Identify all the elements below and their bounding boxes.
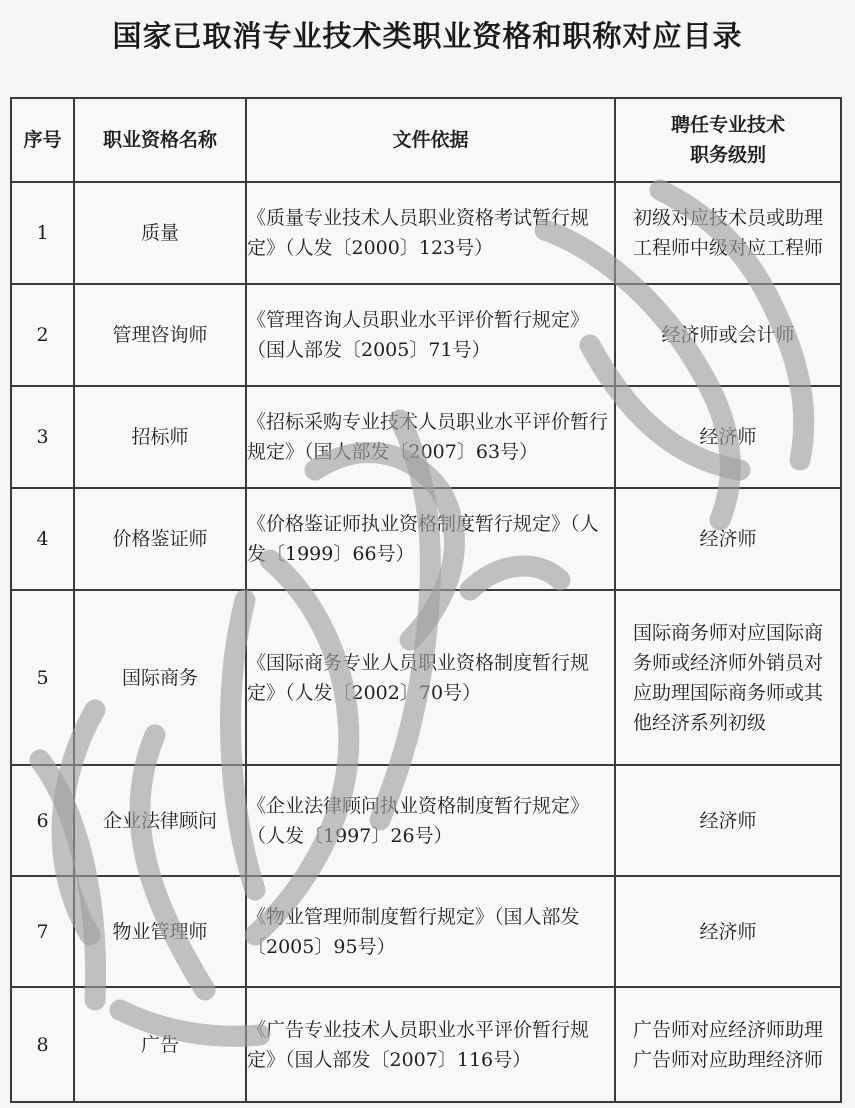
- row-name: 价格鉴证师: [74, 488, 246, 590]
- table-row: [11, 386, 841, 488]
- row-level-text: 广告师对应经济师助理广告师对应助理经济师: [633, 1018, 824, 1071]
- row-doc: 《国际商务专业人员职业资格制度暂行规定》（人发〔2002〕70号）: [246, 590, 615, 765]
- row-level-text: 经济师或会计师: [661, 324, 795, 346]
- row-doc: 《价格鉴证师执业资格制度暂行规定》（人发〔1999〕66号）: [246, 488, 615, 590]
- row-doc: 《管理咨询人员职业水平评价暂行规定》（国人部发〔2005〕71号）: [246, 284, 615, 386]
- row-name: 质量: [74, 182, 246, 284]
- row-no: 2: [11, 284, 74, 386]
- row-name: 物业管理师: [74, 876, 246, 987]
- row-level-text: 初级对应技术员或助理工程师中级对应工程师: [633, 207, 824, 259]
- header-no: 序号: [11, 98, 74, 182]
- table-row: [11, 765, 841, 876]
- row-name: 广告: [74, 987, 246, 1102]
- row-level-text: 经济师: [699, 528, 757, 550]
- row-no: 8: [11, 987, 74, 1102]
- row-name: 企业法律顾问: [74, 765, 246, 876]
- table-row: [11, 876, 841, 987]
- row-level: [615, 765, 841, 876]
- row-doc: 《广告专业技术人员职业水平评价暂行规定》（国人部发〔2007〕116号）: [246, 987, 615, 1102]
- row-no: 5: [11, 590, 74, 765]
- row-no: 4: [11, 488, 74, 590]
- row-doc: 《质量专业技术人员职业资格考试暂行规定》（人发〔2000〕123号）: [246, 182, 615, 284]
- table-row: [11, 488, 841, 590]
- row-name: 招标师: [74, 386, 246, 488]
- row-no: 7: [11, 876, 74, 987]
- row-level-text: 国际商务师对应国际商务师或经济师外销员对应助理国际商务师或其他经济系列初级: [633, 621, 824, 734]
- row-level: [615, 987, 841, 1102]
- row-level: [615, 182, 841, 284]
- row-level: [615, 386, 841, 488]
- table-row: [11, 590, 841, 765]
- row-name: 国际商务: [74, 590, 246, 765]
- row-level-text: 经济师: [699, 426, 757, 448]
- row-level: [615, 590, 841, 765]
- header-level-text: 聘任专业技术职务级别: [670, 114, 785, 166]
- table-row: [11, 182, 841, 284]
- table-row: [11, 284, 841, 386]
- row-no: 6: [11, 765, 74, 876]
- row-level-text: 经济师: [699, 809, 757, 832]
- table-header-row: [11, 98, 841, 182]
- row-doc: 《物业管理师制度暂行规定》（国人部发〔2005〕95号）: [246, 876, 615, 987]
- page-title: 国家已取消专业技术类职业资格和职称对应目录: [112, 19, 743, 53]
- row-level-text: 经济师: [699, 920, 757, 943]
- row-level: [615, 876, 841, 987]
- row-no: 1: [11, 182, 74, 284]
- row-name: 管理咨询师: [74, 284, 246, 386]
- row-doc: 《招标采购专业技术人员职业水平评价暂行规定》（国人部发〔2007〕63号）: [246, 386, 615, 488]
- row-no: 3: [11, 386, 74, 488]
- row-level: [615, 284, 841, 386]
- header-doc: 文件依据: [246, 98, 615, 182]
- row-level: [615, 488, 841, 590]
- table-row: [11, 987, 841, 1102]
- header-name: 职业资格名称: [74, 98, 246, 182]
- header-level: [615, 98, 841, 182]
- qualification-table: [10, 97, 842, 1103]
- row-doc: 《企业法律顾问执业资格制度暂行规定》（人发〔1997〕26号）: [246, 765, 615, 876]
